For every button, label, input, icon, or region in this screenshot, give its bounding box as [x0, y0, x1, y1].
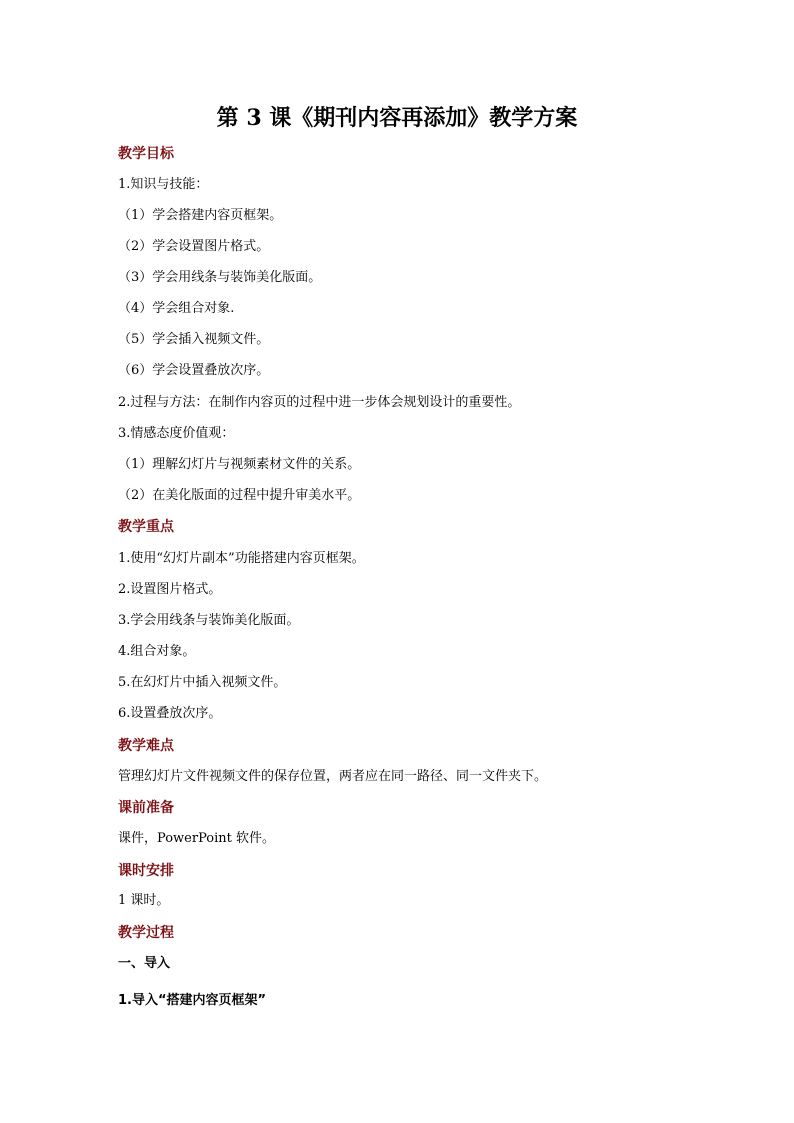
section-heading-preparation: 课前准备 — [118, 800, 174, 816]
difficulty-text: 管理幻灯片文件视频文件的保存位置，两者应在同一路径、同一文件夹下。 — [118, 769, 548, 784]
section-heading-difficulties: 教学难点 — [118, 738, 174, 754]
key-point-line: 5.在幻灯片中插入视频文件。 — [118, 675, 287, 690]
objective-line: （4）学会组合对象. — [118, 301, 235, 316]
objective-line: （2）在美化版面的过程中提升审美水平。 — [118, 488, 361, 503]
key-point-line: 3.学会用线条与装饰美化版面。 — [118, 613, 300, 628]
objective-line: （2）学会设置图片格式。 — [118, 239, 270, 254]
objective-line: 1.知识与技能： — [118, 177, 209, 192]
objective-line: （1）学会搭建内容页框架。 — [118, 208, 283, 223]
objective-line: （5）学会插入视频文件。 — [118, 332, 270, 347]
objective-line: （3）学会用线条与装饰美化版面。 — [118, 270, 322, 285]
objective-line: 3.情感态度价值观： — [118, 426, 235, 441]
section-heading-key-points: 教学重点 — [118, 519, 174, 535]
section-heading-process: 教学过程 — [118, 925, 174, 941]
schedule-text: 1 课时。 — [118, 893, 170, 908]
objective-line: 2.过程与方法：在制作内容页的过程中进一步体会规划设计的重要性。 — [118, 395, 521, 410]
objective-line: （6）学会设置叠放次序。 — [118, 363, 270, 378]
section-heading-objectives: 教学目标 — [118, 146, 174, 162]
section-heading-schedule: 课时安排 — [118, 863, 174, 879]
key-point-line: 2.设置图片格式。 — [118, 582, 222, 597]
key-point-line: 6.设置叠放次序。 — [118, 706, 222, 721]
key-point-line: 1.使用“幻灯片副本”功能搭建内容页框架。 — [118, 551, 365, 566]
document-title: 第 3 课《期刊内容再添加》教学方案 — [216, 105, 578, 131]
process-subheading: 一、导入 — [118, 956, 171, 971]
objective-line: （1）理解幻灯片与视频素材文件的关系。 — [118, 457, 361, 472]
process-subheading: 1.导入“搭建内容页框架” — [118, 993, 267, 1008]
key-point-line: 4.组合对象。 — [118, 644, 196, 659]
preparation-text: 课件，PowerPoint 软件。 — [118, 831, 276, 846]
